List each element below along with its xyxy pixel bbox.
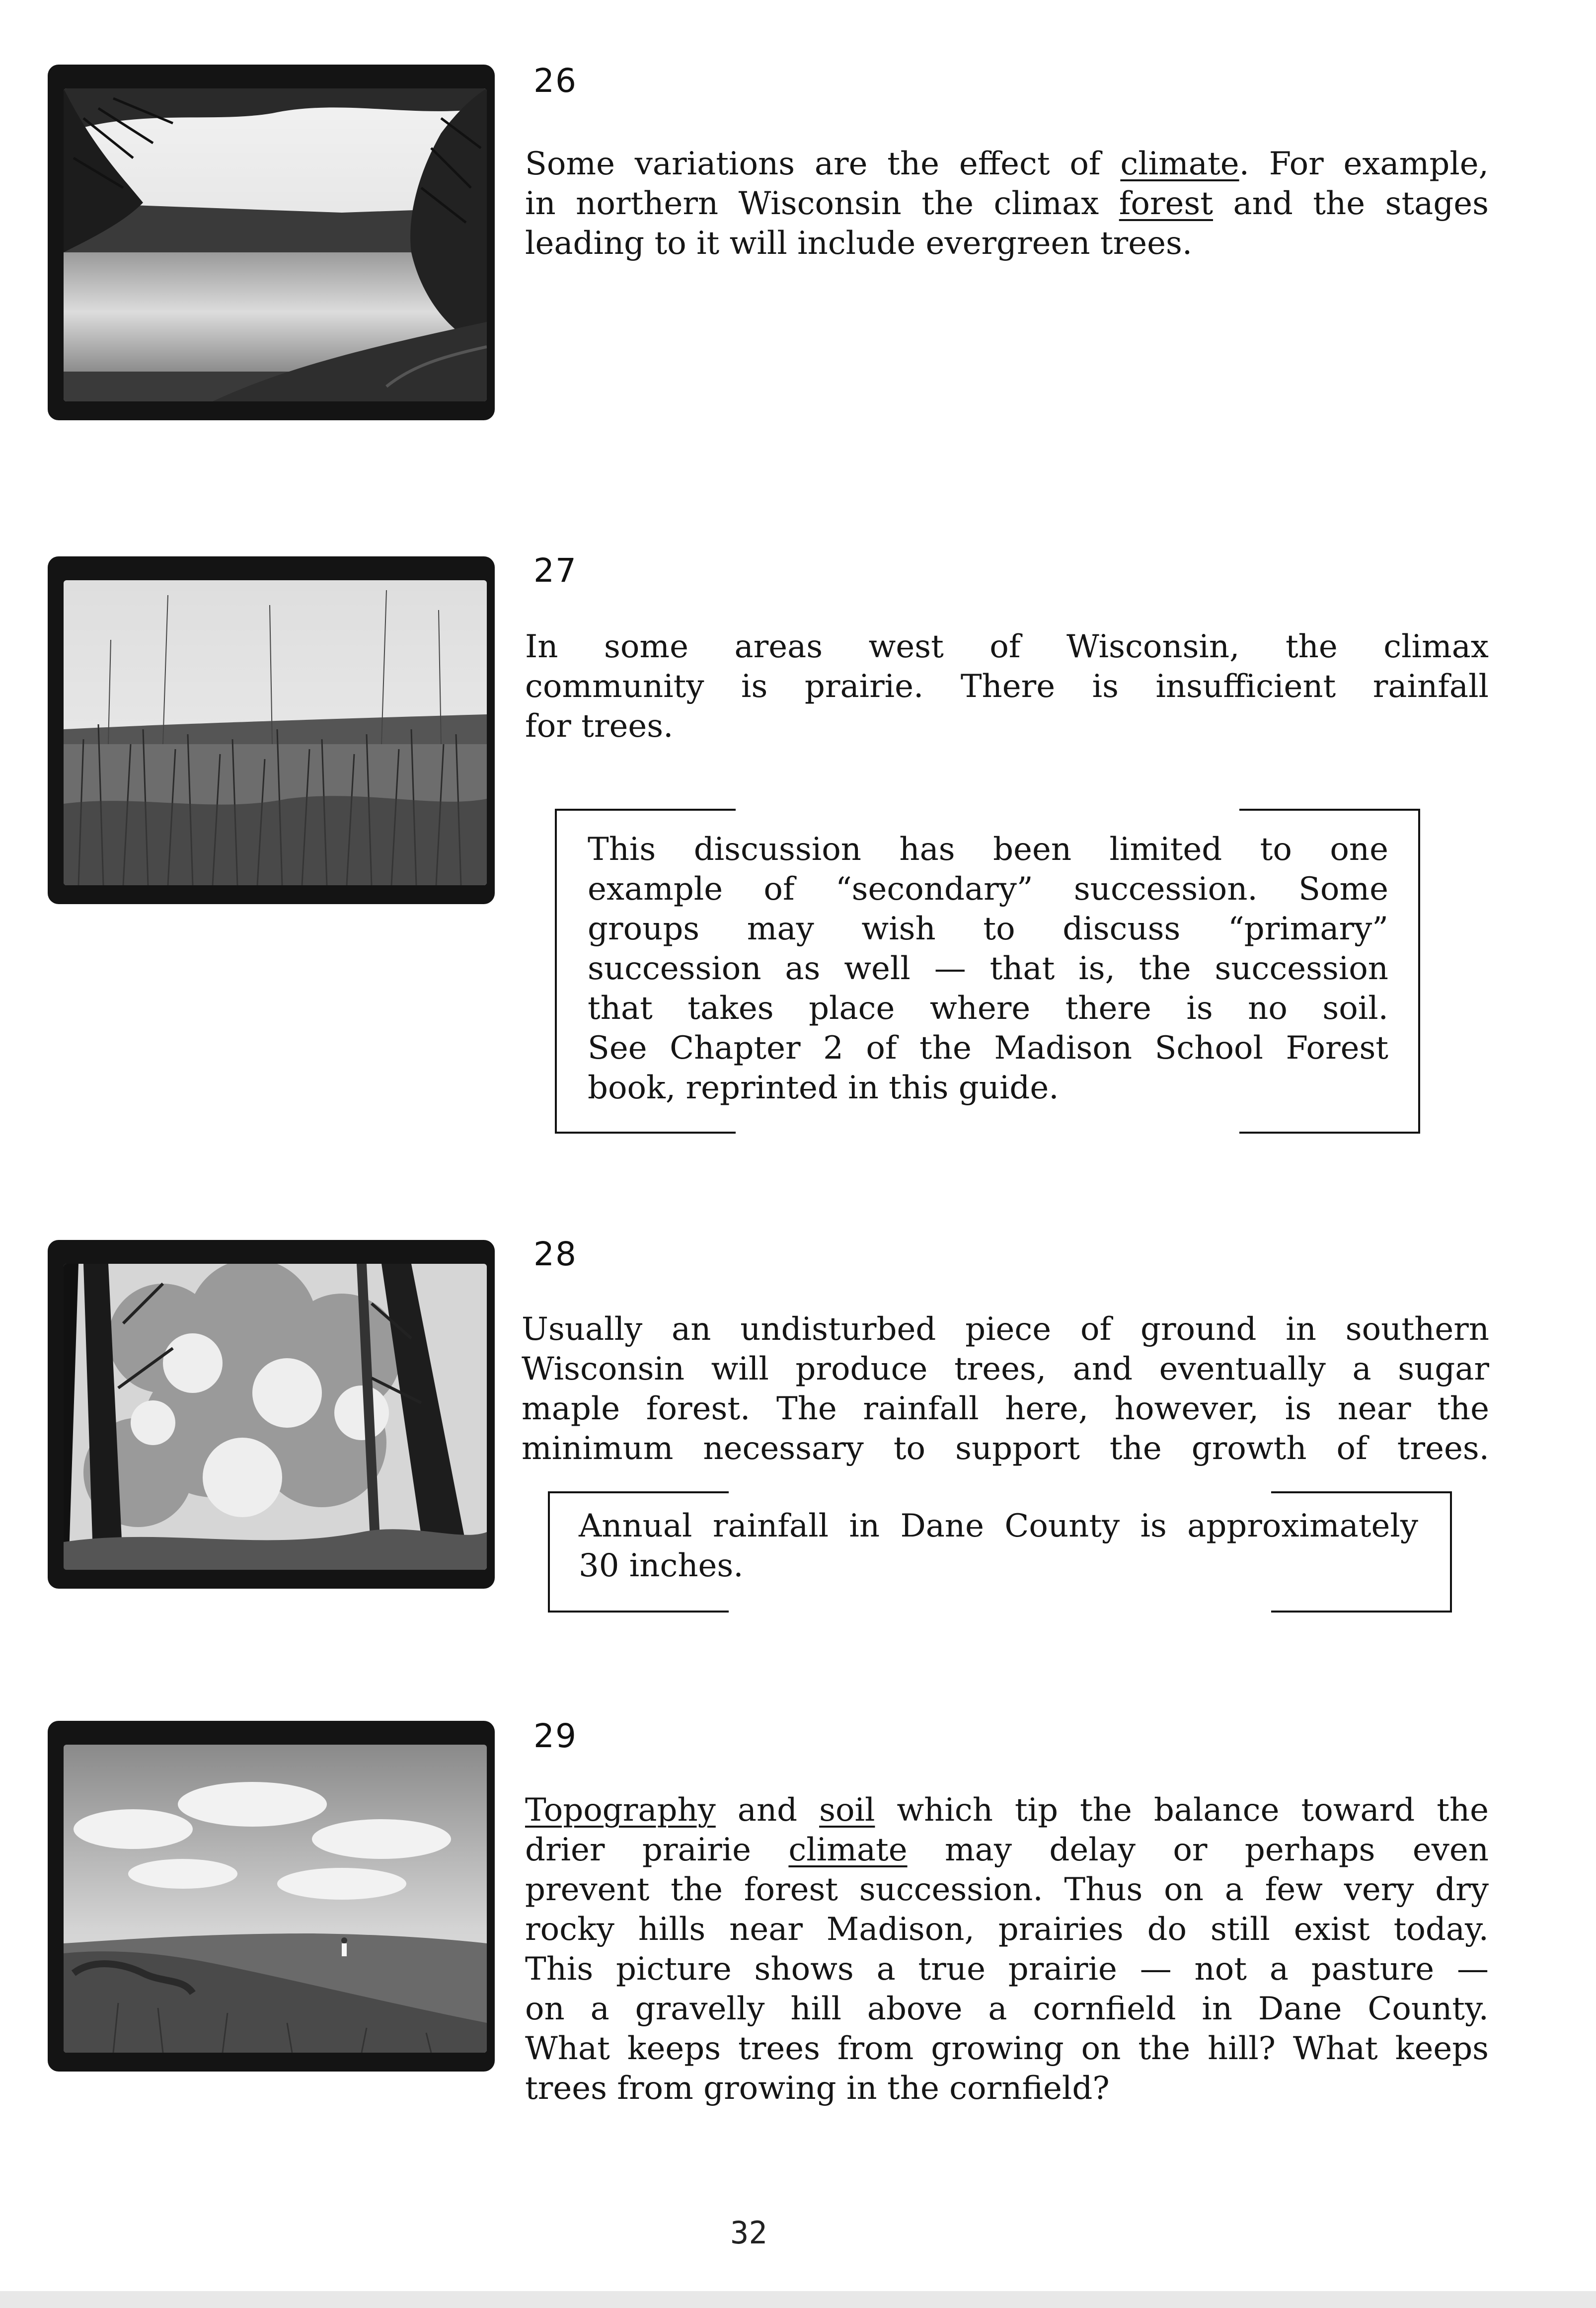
note-line: 30 inches. (579, 1547, 744, 1584)
paragraph-line: Some variations are the effect of climate. For example, (525, 146, 1489, 182)
paragraph-line: trees from growing in the cornfield? (525, 2070, 1110, 2107)
paragraph-line: community is prairie. There is insufficient rainfall (525, 668, 1489, 705)
paragraph-line: minimum necessary to support the growth of trees. (522, 1430, 1489, 1467)
section-paragraph (525, 1790, 1489, 2108)
note-line: example of “secondary” succession. Some (588, 871, 1388, 908)
paragraph-line: This picture shows a true prairie — not a pasture — (525, 1951, 1489, 1988)
photo-prairie-grasses (48, 556, 495, 904)
note-line: Annual rainfall in Dane County is approximately (579, 1508, 1418, 1544)
section-paragraph (522, 1309, 1489, 1468)
underlined-term: climate (788, 1832, 908, 1868)
paragraph-line: prevent the forest succession. Thus on a few very dry (525, 1871, 1489, 1908)
note-line: This discussion has been limited to one (588, 831, 1388, 868)
note-line: See Chapter 2 of the Madison School Forest (588, 1030, 1388, 1067)
paragraph-line: on a gravelly hill above a cornfield in Dane County. (525, 1991, 1489, 2027)
paragraph-line: maple forest. The rainfall here, however, is near the (522, 1390, 1489, 1427)
paragraph-line: leading to it will include evergreen trees. (525, 225, 1193, 262)
photo-lake-evergreens (48, 65, 495, 420)
section-paragraph (525, 627, 1489, 746)
paragraph-line: Usually an undisturbed piece of ground in southern (522, 1311, 1489, 1348)
note-line: that takes place where there is no soil. (588, 990, 1388, 1027)
note-line: book, reprinted in this guide. (588, 1070, 1059, 1106)
paragraph-line: What keeps trees from growing on the hill? What keeps (525, 2030, 1489, 2067)
underlined-term: soil (819, 1792, 875, 1829)
forest-scene (64, 1264, 487, 1570)
underlined-term: climate (1120, 146, 1239, 182)
paragraph-line: drier prairie climate may delay or perhaps even (525, 1832, 1489, 1868)
teacher-note-box (555, 809, 1420, 1131)
note-line: groups may wish to discuss “primary” (588, 911, 1388, 947)
paragraph-line: Topography and soil which tip the balance toward the (525, 1792, 1489, 1829)
paragraph-line: rocky hills near Madison, prairies do still exist today. (525, 1911, 1489, 1948)
note-line: succession as well — that is, the succession (588, 950, 1388, 987)
hill-prairie-scene (64, 1745, 487, 2053)
scan-bottom-edge (0, 2291, 1596, 2308)
paragraph-line: In some areas west of Wisconsin, the climax (525, 628, 1489, 665)
paragraph-line: in northern Wisconsin the climax forest and the stages (525, 185, 1489, 222)
lake-scene (64, 88, 487, 401)
rainfall-note-box (548, 1491, 1452, 1610)
prairie-scene (64, 580, 487, 885)
paragraph-line: Wisconsin will produce trees, and eventually a sugar (522, 1351, 1489, 1387)
section-number: 28 (533, 1235, 577, 1273)
section-number: 27 (533, 551, 577, 590)
section-number: 29 (533, 1717, 577, 1755)
photo-hill-prairie (48, 1721, 495, 2072)
underlined-term: Topography (525, 1792, 716, 1829)
paragraph-line: for trees. (525, 708, 674, 745)
section-number: 26 (533, 62, 577, 100)
section-paragraph (525, 144, 1489, 263)
page-number: 32 (730, 2215, 767, 2251)
underlined-term: forest (1119, 185, 1213, 222)
photo-maple-forest (48, 1240, 495, 1589)
